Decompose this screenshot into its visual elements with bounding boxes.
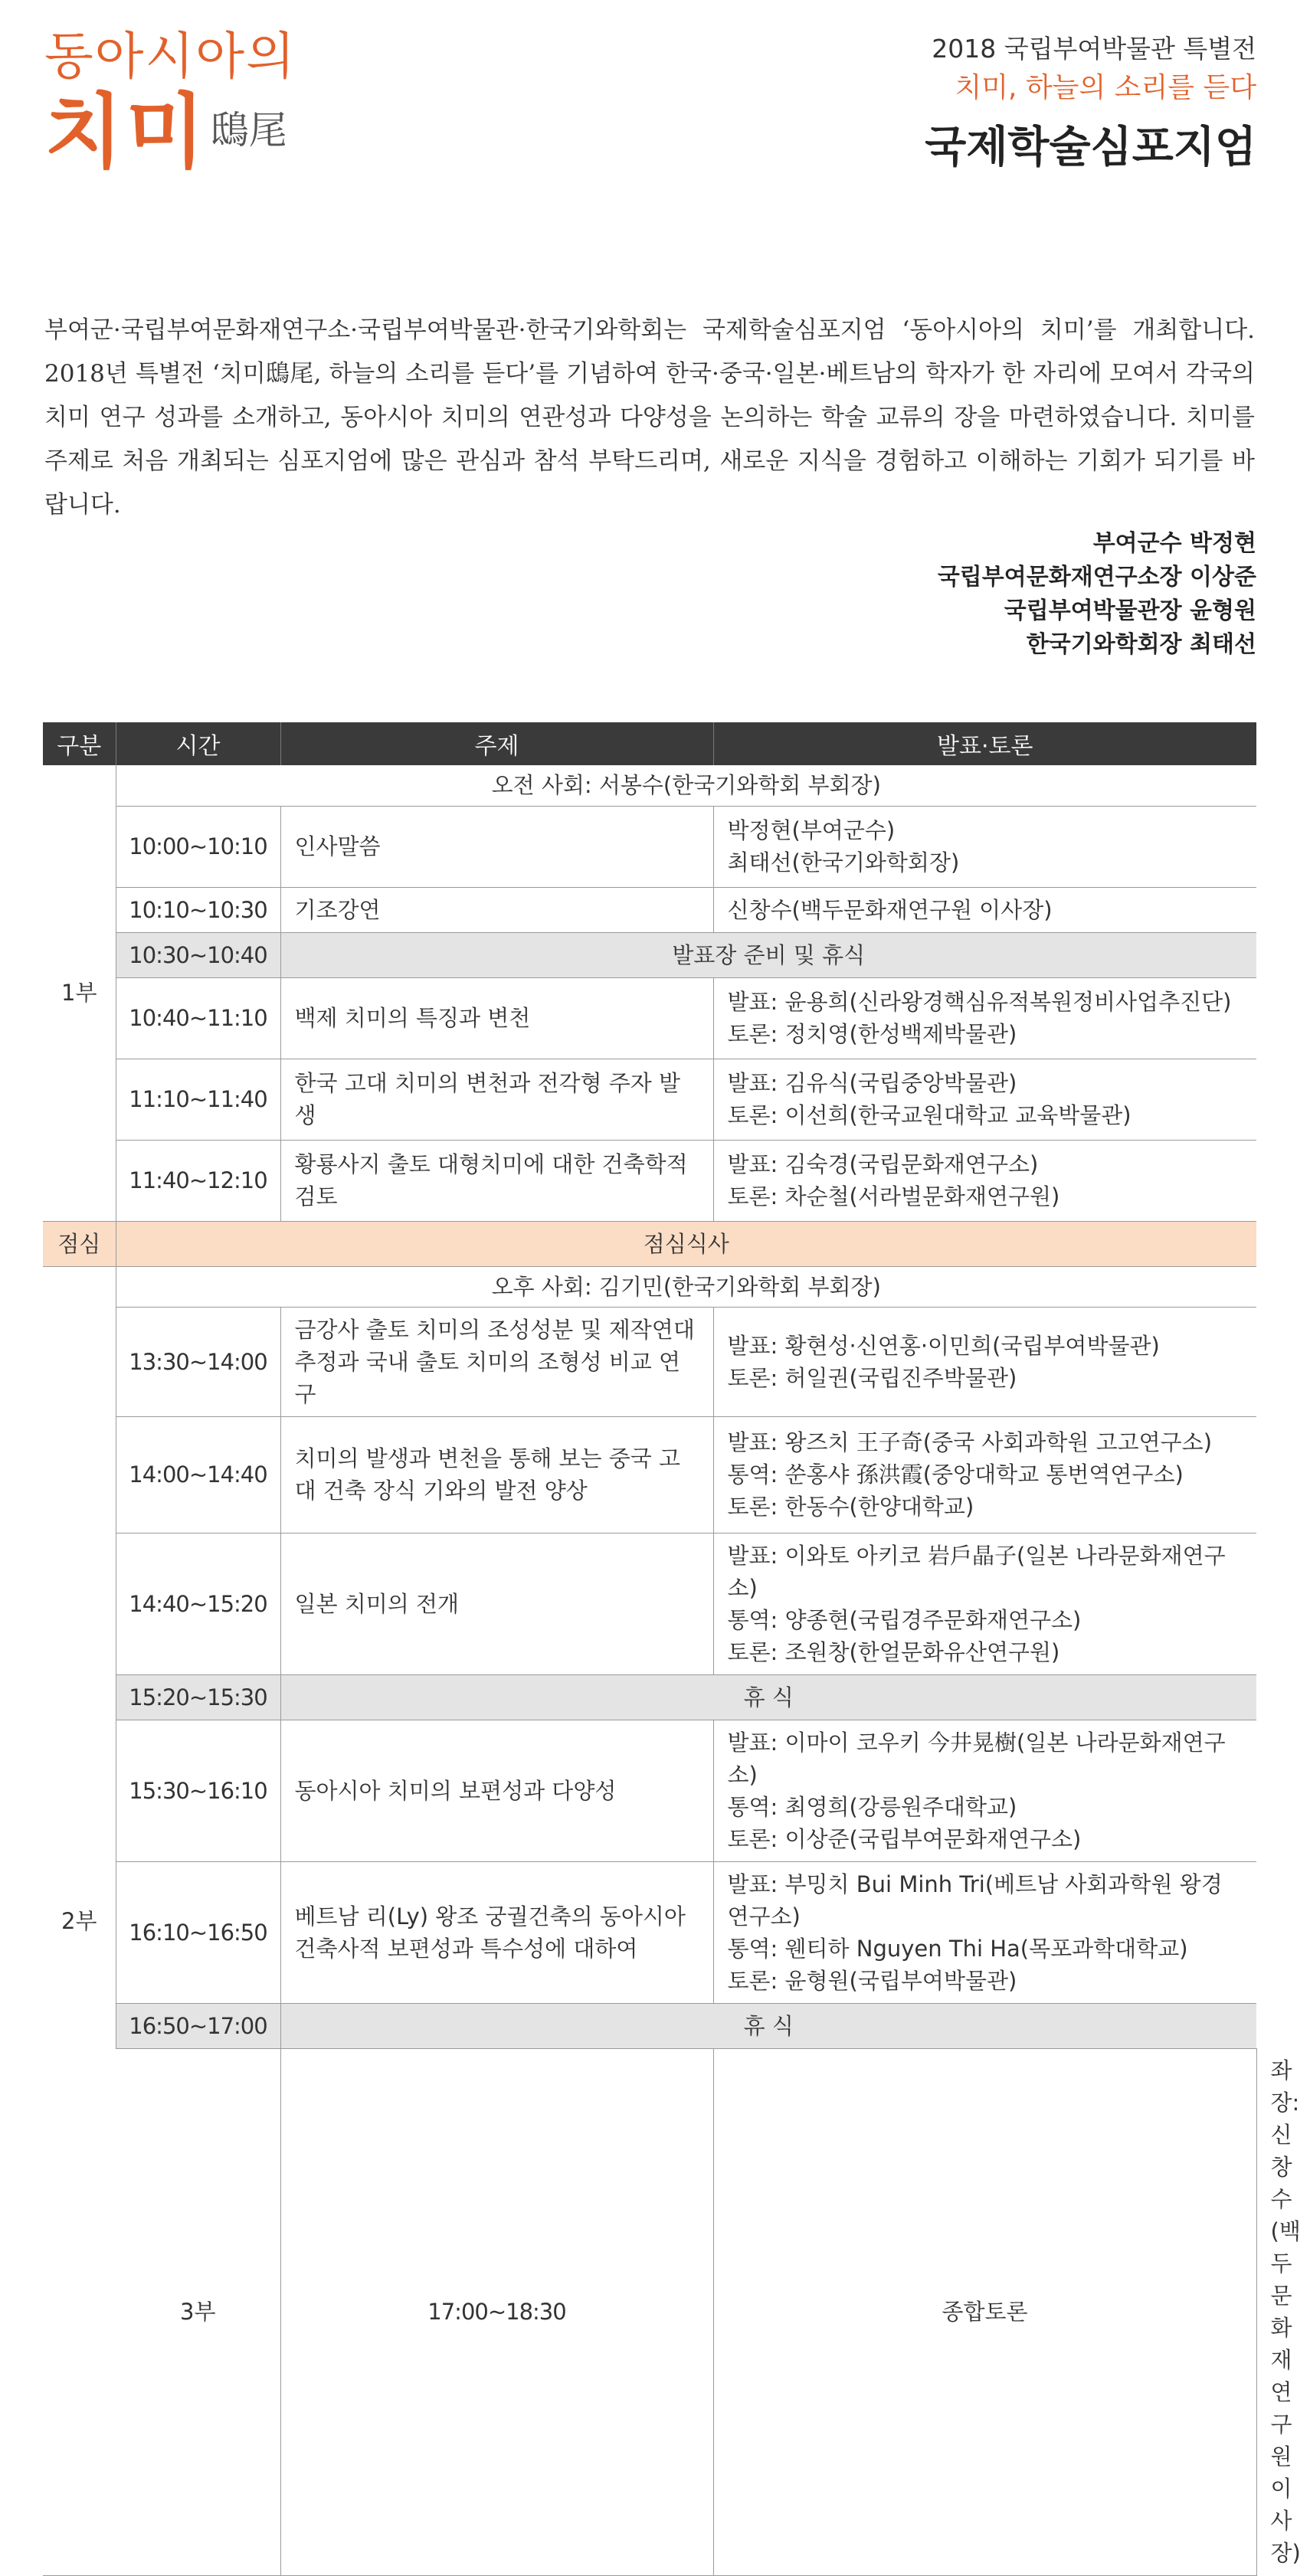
speaker-line: 토론: 정치영(한성백제박물관) (727, 1021, 1017, 1047)
logo-hanja: 鴟尾 (210, 108, 287, 152)
table-row: 3부 17:00~18:30 종합토론 좌장: 신창수(백두문화재연구원 이사장) (43, 2048, 1256, 2576)
speaker-line: 신창수(백두문화재연구원 이사장) (727, 896, 1053, 923)
topic-cell: 한국 고대 치미의 변천과 전각형 주자 발생 (280, 1059, 713, 1140)
part-label: 1부 (43, 765, 116, 1221)
time-cell: 10:40~11:10 (116, 977, 280, 1059)
table-row (43, 1221, 1256, 1266)
exhibition-name: 치미, 하늘의 소리를 듣다 (955, 72, 1256, 103)
topic-cell: 백제 치미의 특징과 변천 (280, 977, 713, 1059)
speakers-cell (713, 1861, 1256, 2003)
logo-line1: 동아시아의 (44, 27, 296, 86)
table-row (43, 932, 1256, 977)
speaker-line: 토론: 허일권(국립진주박물관) (727, 1364, 1017, 1391)
speakers-cell (713, 1533, 1256, 1674)
table-row (43, 2003, 1256, 2048)
header-division: 구분 (43, 722, 116, 765)
event-subtitle: 2018 국립부여박물관 특별전 (932, 34, 1256, 64)
logo-main (44, 83, 296, 179)
speaker-line: 발표: 이마이 코우키 今井晃樹(일본 나라문화재연구소) (727, 1729, 1226, 1788)
table-row (43, 806, 1256, 887)
speaker-line: 발표: 김유식(국립중앙박물관) (727, 1070, 1017, 1096)
topic-cell: 일본 치미의 전개 (280, 1533, 713, 1674)
speakers-cell (713, 1059, 1256, 1140)
time-cell: 10:10~10:30 (116, 887, 280, 932)
speaker-line: 발표: 이와토 아키코 岩戶晶子(일본 나라문화재연구소) (727, 1542, 1226, 1601)
table-row (43, 1140, 1256, 1221)
lunch-cell: 점심식사 (116, 1221, 1256, 1266)
time-cell: 11:10~11:40 (116, 1059, 280, 1140)
time-cell: 15:30~16:10 (116, 1720, 280, 1861)
header-time: 시간 (116, 722, 280, 765)
speakers-cell (713, 1416, 1256, 1533)
time-cell: 11:40~12:10 (116, 1140, 280, 1221)
exhibition-logo (44, 27, 296, 179)
table-row (43, 765, 1256, 806)
logo-line2: 치미 (44, 83, 208, 179)
speaker-line: 최태선(한국기와학회장) (727, 849, 960, 876)
speaker-line: 발표: 윤용희(신라왕경핵심유적복원정비사업추진단) (727, 989, 1232, 1015)
table-row (43, 1861, 1256, 2003)
schedule-table (43, 722, 1301, 2576)
table-row (43, 1720, 1256, 1861)
break-cell: 휴 식 (280, 1674, 1256, 1720)
speaker-line: 통역: 최영희(강릉원주대학교) (727, 1793, 1017, 1820)
lunch-label: 점심 (43, 1221, 116, 1266)
signers-block (938, 527, 1256, 662)
moderator-cell: 오후 사회: 김기민(한국기와학회 부회장) (116, 1266, 1256, 1307)
time-cell: 15:20~15:30 (116, 1674, 280, 1720)
speaker-line: 박정현(부여군수) (727, 817, 896, 843)
speaker-line: 토론: 차순철(서라벌문화재연구원) (727, 1183, 1060, 1209)
table-row (43, 1059, 1256, 1140)
time-cell: 10:00~10:10 (116, 806, 280, 887)
topic-cell: 인사말씀 (280, 806, 713, 887)
table-row (43, 1533, 1256, 1674)
topic-cell: 금강사 출토 치미의 조성성분 및 제작연대 추정과 국내 출토 치미의 조형성 비교 연구 (280, 1307, 713, 1416)
time-cell: 16:10~16:50 (116, 1861, 280, 2003)
signer: 국립부여문화재연구소장 이상준 (937, 564, 1256, 591)
signer: 한국기와학회장 최태선 (1026, 631, 1256, 658)
speaker-line: 발표: 부밍치 Bui Minh Tri(베트남 사회과학원 왕경연구소) (727, 1871, 1223, 1930)
topic-cell: 종합토론 (713, 2048, 1256, 2576)
speaker-line: 토론: 조원창(한얼문화유산연구원) (727, 1638, 1060, 1665)
table-row (43, 887, 1256, 932)
speakers-cell (713, 1720, 1256, 1861)
table-row (43, 1307, 1256, 1416)
speaker-line: 통역: 웬티하 Nguyen Thi Ha(목포과학대학교) (727, 1935, 1188, 1962)
signer: 부여군수 박정현 (1092, 530, 1256, 557)
speaker-line: 토론: 이상준(국립부여문화재연구소) (727, 1825, 1082, 1852)
time-cell: 14:40~15:20 (116, 1533, 280, 1674)
speakers-cell (713, 1140, 1256, 1221)
speaker-line: 발표: 왕즈치 王子奇(중국 사회과학원 고고연구소) (727, 1429, 1213, 1455)
time-cell: 10:30~10:40 (116, 932, 280, 977)
speaker-line: 토론: 한동수(한양대학교) (727, 1494, 974, 1520)
topic-cell: 황룡사지 출토 대형치미에 대한 건축학적 검토 (280, 1140, 713, 1221)
header-speakers: 발표·토론 (713, 722, 1256, 765)
table-row (43, 977, 1256, 1059)
table-row (43, 1416, 1256, 1533)
signer: 국립부여박물관장 윤형원 (1004, 597, 1256, 624)
speakers-cell (713, 1307, 1256, 1416)
table-row (43, 1266, 1256, 1307)
speaker-line: 통역: 양종현(국립경주문화재연구소) (727, 1606, 1082, 1633)
speaker-line: 통역: 쑨홍샤 孫洪霞(중앙대학교 통번역연구소) (727, 1461, 1184, 1488)
time-cell: 16:50~17:00 (116, 2003, 280, 2048)
speakers-cell (713, 977, 1256, 1059)
table-row (43, 1674, 1256, 1720)
topic-cell: 동아시아 치미의 보편성과 다양성 (280, 1720, 713, 1861)
topic-cell: 치미의 발생과 변천을 통해 보는 중국 고대 건축 장식 기와의 발전 양상 (280, 1416, 713, 1533)
page-title: 국제학술심포지엄 (925, 123, 1256, 172)
event-header (925, 31, 1256, 182)
speakers-cell (713, 806, 1256, 887)
part-label: 2부 (43, 1266, 116, 2576)
speaker-line: 토론: 윤형원(국립부여박물관) (727, 1967, 1017, 1994)
time-cell: 13:30~14:00 (116, 1307, 280, 1416)
table-header-row (43, 722, 1256, 765)
header-topic: 주제 (280, 722, 713, 765)
topic-cell: 기조강연 (280, 887, 713, 932)
moderator-cell: 오전 사회: 서봉수(한국기와학회 부회장) (116, 765, 1256, 806)
speaker-line: 토론: 이선희(한국교원대학교 교육박물관) (727, 1102, 1132, 1128)
speaker-line: 발표: 김숙경(국립문화재연구소) (727, 1151, 1039, 1177)
intro-paragraph: 부여군·국립부여문화재연구소·국립부여박물관·한국기와학회는 국제학술심포지엄 ‘동아시아의 치미’를 개최합니다. 2018년 특별전 ‘치미鴟尾, 하늘의 소리를 듣다’를 기념하여 한국·중국·일본·베트남의 학자가 한 자리에 모여서 각국의 치미 연구 성과를 소개하고, 동아시아 치미의 연관성과 다양성을 논의하는 학술 교류의 장을 마련하였습니다. 치미를 주제로 처음 개최되는 심포지엄에 많은 관심과 참석 부탁드리며, 새로운 지식을 경험하고 이해하는 기회가 되기를 바랍니다. (44, 316, 1255, 519)
speakers-cell (713, 887, 1256, 932)
part-label: 3부 (116, 2048, 280, 2576)
topic-cell: 베트남 리(Ly) 왕조 궁궐건축의 동아시아 건축사적 보편성과 특수성에 대하여 (280, 1861, 713, 2003)
break-cell: 발표장 준비 및 휴식 (280, 932, 1256, 977)
time-cell: 14:00~14:40 (116, 1416, 280, 1533)
speaker-line: 발표: 황현성·신연홍·이민희(국립부여박물관) (727, 1332, 1160, 1359)
time-cell: 17:00~18:30 (280, 2048, 713, 2576)
break-cell: 휴 식 (280, 2003, 1256, 2048)
